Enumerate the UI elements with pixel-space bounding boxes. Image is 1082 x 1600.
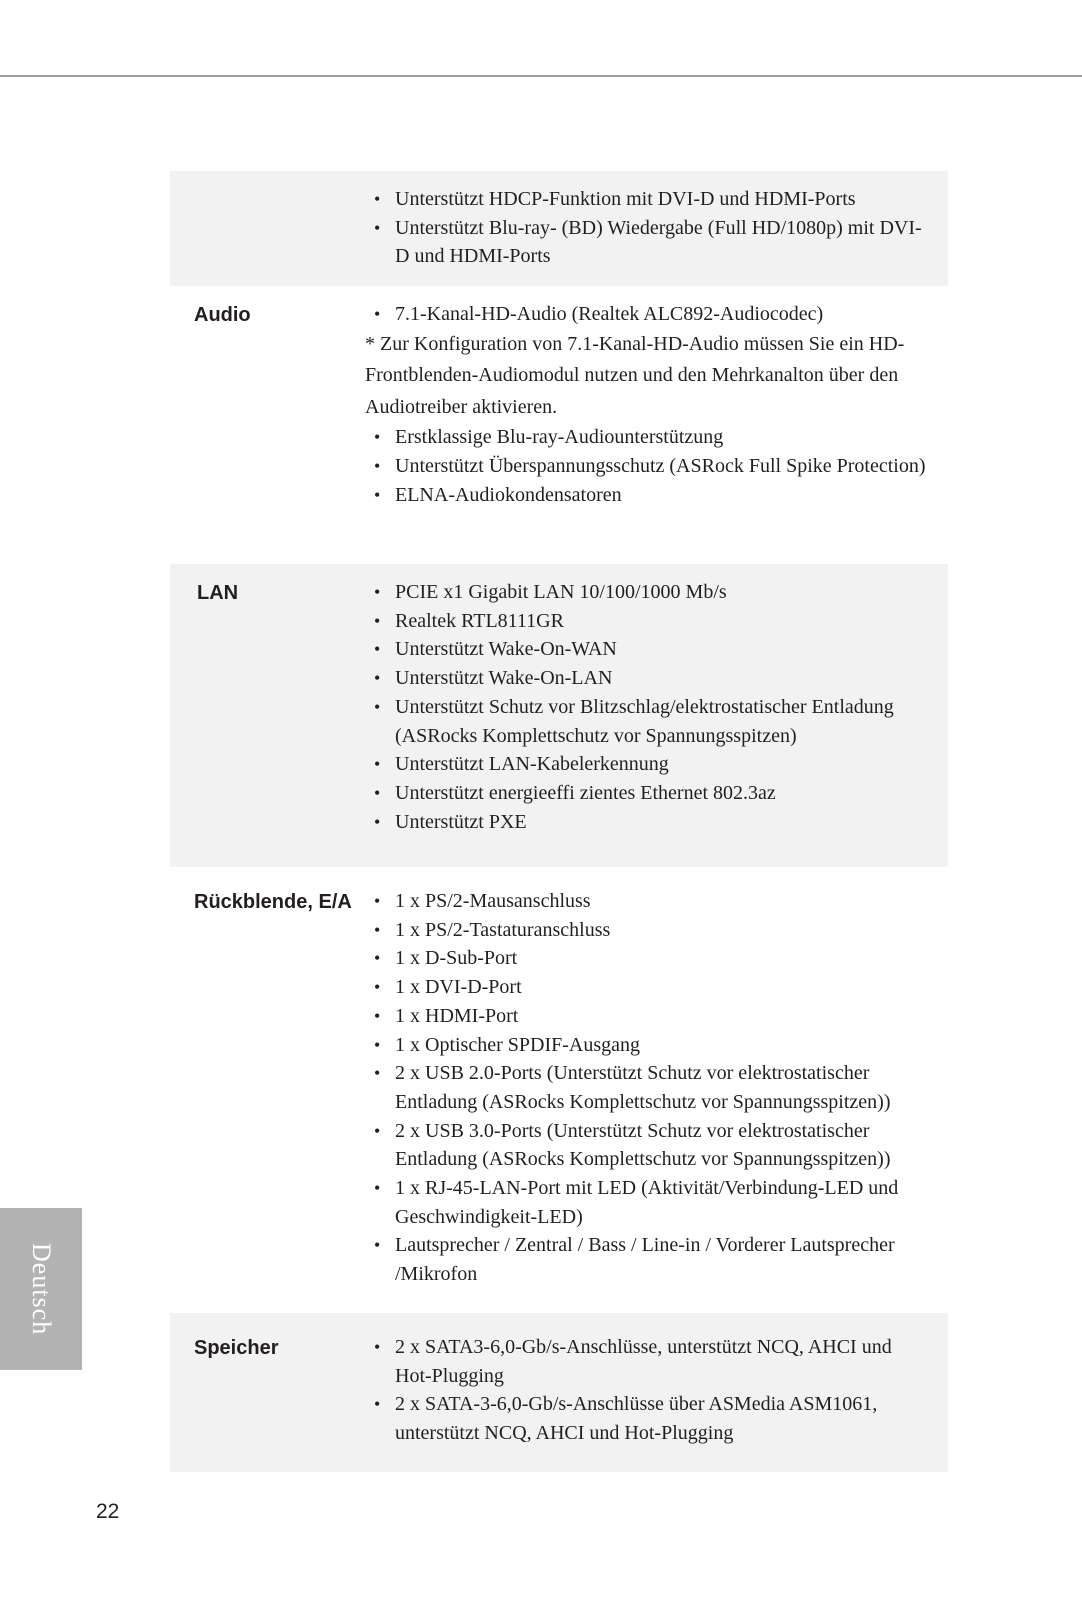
list-item: • 2 x SATA3-6,0-Gb/s-Anschlüsse, unterstützt NCQ, AHCI und Hot-Plugging [365, 1333, 928, 1390]
list-item: • 2 x USB 2.0-Ports (Unterstützt Schutz vor elektrostatischer Entladung (ASRocks Komplettschutz vor Spannungsspitzen)) [365, 1059, 928, 1116]
spec-list [365, 578, 928, 836]
spec-list [365, 1333, 928, 1448]
spec-row-audio [170, 286, 948, 564]
list-item: • Unterstützt HDCP-Funktion mit DVI-D und HDMI-Ports [365, 185, 928, 214]
list-item: • 2 x USB 3.0-Ports (Unterstützt Schutz vor elektrostatischer Entladung (ASRocks Komplettschutz vor Spannungsspitzen)) [365, 1117, 928, 1174]
spec-content [365, 185, 948, 286]
list-item: • Erstklassige Blu-ray-Audiounterstützung [365, 423, 928, 452]
list-item: • ELNA-Audiokondensatoren [365, 481, 928, 510]
spec-list [365, 423, 928, 509]
list-item: • Unterstützt Wake-On-WAN [365, 635, 928, 664]
list-item: • Unterstützt Überspannungsschutz (ASRock Full Spike Protection) [365, 452, 928, 481]
page-number: 22 [96, 1500, 120, 1523]
list-item: • Unterstützt LAN-Kabelerkennung [365, 750, 928, 779]
list-item: • 1 x D-Sub-Port [365, 944, 928, 973]
list-item: • Unterstützt energieeffi zientes Ethernet 802.3az [365, 779, 928, 808]
language-side-tab [0, 1208, 82, 1370]
list-item: • Unterstützt PXE [365, 808, 928, 837]
list-item: • 7.1-Kanal-HD-Audio (Realtek ALC892-Audiocodec) [365, 300, 928, 329]
spec-content [365, 1333, 948, 1472]
list-item: • 2 x SATA-3-6,0-Gb/s-Anschlüsse über ASMedia ASM1061, unterstützt NCQ, AHCI und Hot-Plugging [365, 1390, 928, 1447]
spec-content [365, 578, 948, 867]
list-item: • 1 x Optischer SPDIF-Ausgang [365, 1031, 928, 1060]
list-item: • Unterstützt Blu-ray- (BD) Wiedergabe (Full HD/1080p) mit DVI-D und HDMI-Ports [365, 214, 928, 271]
list-item: • Realtek RTL8111GR [365, 607, 928, 636]
list-item: • 1 x PS/2-Mausanschluss [365, 887, 928, 916]
spec-label [170, 185, 365, 286]
list-item: • 1 x HDMI-Port [365, 1002, 928, 1031]
spec-label-audio: Audio [194, 304, 251, 326]
language-tab-label: Deutsch [27, 1242, 56, 1336]
spec-row-lan [170, 564, 948, 867]
spec-row-rear-panel [170, 867, 948, 1313]
spec-label-lan: LAN [197, 582, 239, 604]
audio-note: * Zur Konfiguration von 7.1-Kanal-HD-Audio müssen Sie ein HD-Frontblenden-Audiomodul nutzen und den Mehrkanalton über den Audiotreiber aktivieren. [365, 332, 905, 418]
spec-table [170, 171, 948, 1472]
spec-content [365, 300, 948, 564]
list-item: • 1 x PS/2-Tastaturanschluss [365, 916, 928, 945]
spec-row-storage [170, 1313, 948, 1472]
spec-label-storage: Speicher [194, 1337, 279, 1359]
list-item: • Lautsprecher / Zentral / Bass / Line-in / Vorderer Lautsprecher /Mikrofon [365, 1231, 928, 1288]
list-item: • 1 x DVI-D-Port [365, 973, 928, 1002]
header-rule [0, 75, 1082, 77]
list-item: • 1 x RJ-45-LAN-Port mit LED (Aktivität/Verbindung-LED und Geschwindigkeit-LED) [365, 1174, 928, 1231]
spec-label-rear-panel: Rückblende, E/A [194, 891, 352, 913]
list-item: • Unterstützt Wake-On-LAN [365, 664, 928, 693]
spec-row-graphics-continued [170, 171, 948, 286]
spec-list [365, 887, 928, 1289]
list-item: • PCIE x1 Gigabit LAN 10/100/1000 Mb/s [365, 578, 928, 607]
spec-list [365, 185, 928, 271]
spec-list [365, 300, 928, 329]
list-item: • Unterstützt Schutz vor Blitzschlag/elektrostatischer Entladung (ASRocks Komplettschutz vor Spannungsspitzen) [365, 693, 928, 750]
spec-content [365, 887, 948, 1313]
